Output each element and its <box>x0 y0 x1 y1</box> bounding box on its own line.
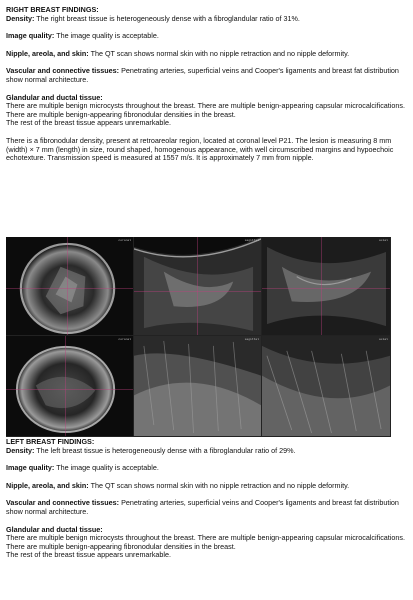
left-glandular-text1: There are multiple benign microcysts throughout the breast. There are multiple benign-appearing capsular microcalcifications. There are multiple benign-appearing fibronodular densities in the breast. <box>6 533 405 551</box>
right-nipple-text: The QT scan shows normal skin with no nipple retraction and no nipple deformity. <box>90 48 350 58</box>
scan-tile-label: coronal <box>118 338 131 341</box>
right-density-label: Density: <box>6 13 35 23</box>
scan-tile-coronal <box>6 237 134 336</box>
right-nipple-label: Nipple, areola, and skin: <box>6 48 89 58</box>
left-nipple-label: Nipple, areola, and skin: <box>6 480 89 490</box>
scan-tile-label: axial <box>378 338 388 341</box>
left-quality-label: Image quality: <box>6 463 55 473</box>
left-vascular <box>6 499 406 516</box>
right-vascular <box>6 67 407 84</box>
left-density <box>6 447 406 456</box>
right-glandular-text2: The rest of the breast tissue appears unremarkable. <box>6 118 172 128</box>
qt-scan-image-grid <box>6 237 391 437</box>
left-quality <box>6 464 406 473</box>
left-glandular-text2: The rest of the breast tissue appears unremarkable. <box>6 550 172 560</box>
scan-tile-sagittal-2 <box>134 336 262 437</box>
right-glandular-text1: There are multiple benign microcysts throughout the breast. There are multiple benign-appearing capsular microcalcifications. There are multiple benign-appearing fibronodular densities in the breast. <box>6 101 405 119</box>
left-breast-section <box>6 438 406 560</box>
right-findings-header: RIGHT BREAST FINDINGS: <box>6 5 99 14</box>
right-quality <box>6 32 407 41</box>
left-nipple-text: The QT scan shows normal skin with no nipple retraction and no nipple deformity. <box>90 480 350 490</box>
right-nipple <box>6 50 407 59</box>
right-density <box>6 15 407 24</box>
right-quality-text: The image quality is acceptable. <box>56 31 159 41</box>
left-vascular-text: Penetrating arteries, superficial veins and Cooper's ligaments and breast fat distribution show normal architecture. <box>6 498 399 516</box>
scan-tile-label: axial <box>378 239 388 242</box>
left-density-label: Density: <box>6 445 35 455</box>
scan-tile-label: sagittal <box>244 338 259 341</box>
left-quality-text: The image quality is acceptable. <box>56 463 159 473</box>
right-breast-section <box>6 6 407 163</box>
right-finding-text: There is a fibronodular density, present at retroareolar region, located at coronal level P21. The lesion is measuring 8 mm (width) × 7 mm (length) in size, round shaped, homogenous appearance, with well circumscribed margins and hypoechoic echotexture. Transmission speed is measured at 1557 m/s. It is approximately 7 mm from nipple. <box>6 135 394 163</box>
left-nipple <box>6 482 406 491</box>
left-vascular-label: Vascular and connective tissues: <box>6 498 120 508</box>
left-glandular-label: Glandular and ductal tissue: <box>6 524 103 534</box>
right-glandular-label: Glandular and ductal tissue: <box>6 92 103 102</box>
scan-tile-axial <box>262 237 391 336</box>
left-density-text: The left breast tissue is heterogeneously dense with a fibroglandular ratio of 29%. <box>36 445 296 455</box>
right-density-text: The right breast tissue is heterogeneously dense with a fibroglandular ratio of 31%. <box>36 13 300 23</box>
scan-tile-coronal-2 <box>6 336 134 437</box>
right-quality-label: Image quality: <box>6 31 55 41</box>
right-vascular-text: Penetrating arteries, superficial veins and Cooper's ligaments and breast fat distribution show normal architecture. <box>6 66 399 84</box>
left-findings-header: LEFT BREAST FINDINGS: <box>6 437 95 446</box>
scan-tile-label: sagittal <box>244 239 259 242</box>
right-vascular-label: Vascular and connective tissues: <box>6 66 120 76</box>
scan-tile-sagittal <box>134 237 262 336</box>
scan-tile-axial-2 <box>262 336 391 437</box>
scan-tile-label: coronal <box>118 239 131 242</box>
